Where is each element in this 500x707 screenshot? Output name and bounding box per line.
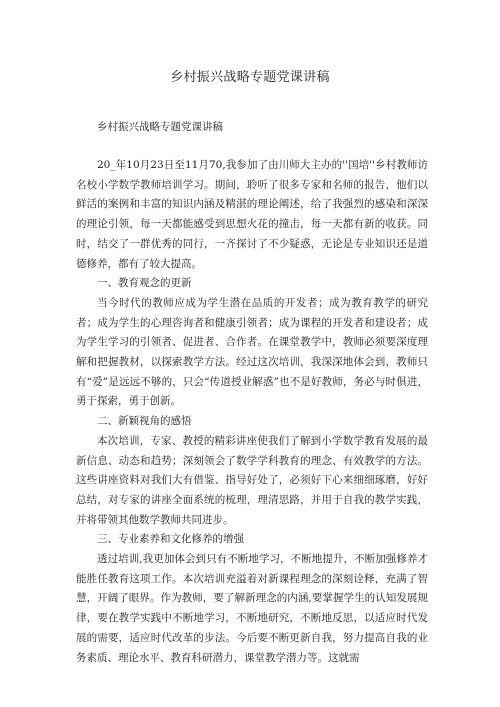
section-heading-1: 一、教育观念的更新 (97, 277, 192, 290)
section-paragraph-2: 本次培训，专家、教授的精彩讲座使我们了解到小学数学教育发展的最新信息、动态和趋势；深刻领会了数学学科教育的理念、有效教学的方法。这些讲座资料对我们大有借鉴、指导好处了，必须好下心来细细琢磨，好好总结，对专家的讲座全面系统的梳理，理清思路，并用于自我的教学实践，并将带领其他数学教师共同进步。 (76, 434, 428, 526)
section-paragraph-1: 当今时代的教师应成为学生潜在品质的开发者；成为教育教学的研究者；成为学生的心理咨询者和健康引领者；成为课程的开发者和建设者；成为学生学习的引领者、促进者、合作者。在课堂教学中，教师必须要深度理解和把握教材，以探索教学方法。经过这次培训，我深深地体会到，教师只有“爱”是远远不够的，只会“传道授业解惑”也不是好教师，务必与时俱进，勇于探索，勇于创新。 (76, 296, 428, 408)
section-heading-3: 三、专业素养和文化修养的增强 (97, 533, 244, 546)
intro-paragraph: 20_年10月23日至11月70,我参加了由川师大主办的''国培''乡村教师访名校小学数学教师培训学习。期间，聆听了很多专家和名师的报告，他们以鲜活的案例和丰富的知识内涵及精湛的理论阐述，给了我强烈的感染和深深的理论引领，每一天都能感受到思想火花的撞击，每一天都有新的收获。同时，结交了一群优秀的同行，一齐探讨了不少疑惑，无论是专业知识还是道德修养，都有了较大提高。 (76, 159, 428, 270)
page-title: 乡村振兴战略专题党课讲稿 (170, 70, 330, 85)
document-subtitle: 乡村振兴战略专题党课讲稿 (97, 121, 223, 133)
section-heading-2: 二、新颖视角的感悟 (97, 415, 192, 428)
section-paragraph-3: 透过培训,我更加体会到只有不断地学习，不断地提升，不断加强修养才能胜任教育这项工作。本次培训充溢着对新课程理念的深刻诠释，充满了智慧，开阔了眼界。作为教师，要了解新理念的内涵,要掌握学生的认知发展规律，要在教学实践中不断地学习，不断地研究，不断地反思，以适应时代发展的需要，适应时代改革的步法。今后要不断更新自我，努力提高自我的业务素质、理论水平、教育科研潜力，课堂教学潜力等。这就需 (76, 553, 428, 664)
document-body (76, 118, 428, 668)
